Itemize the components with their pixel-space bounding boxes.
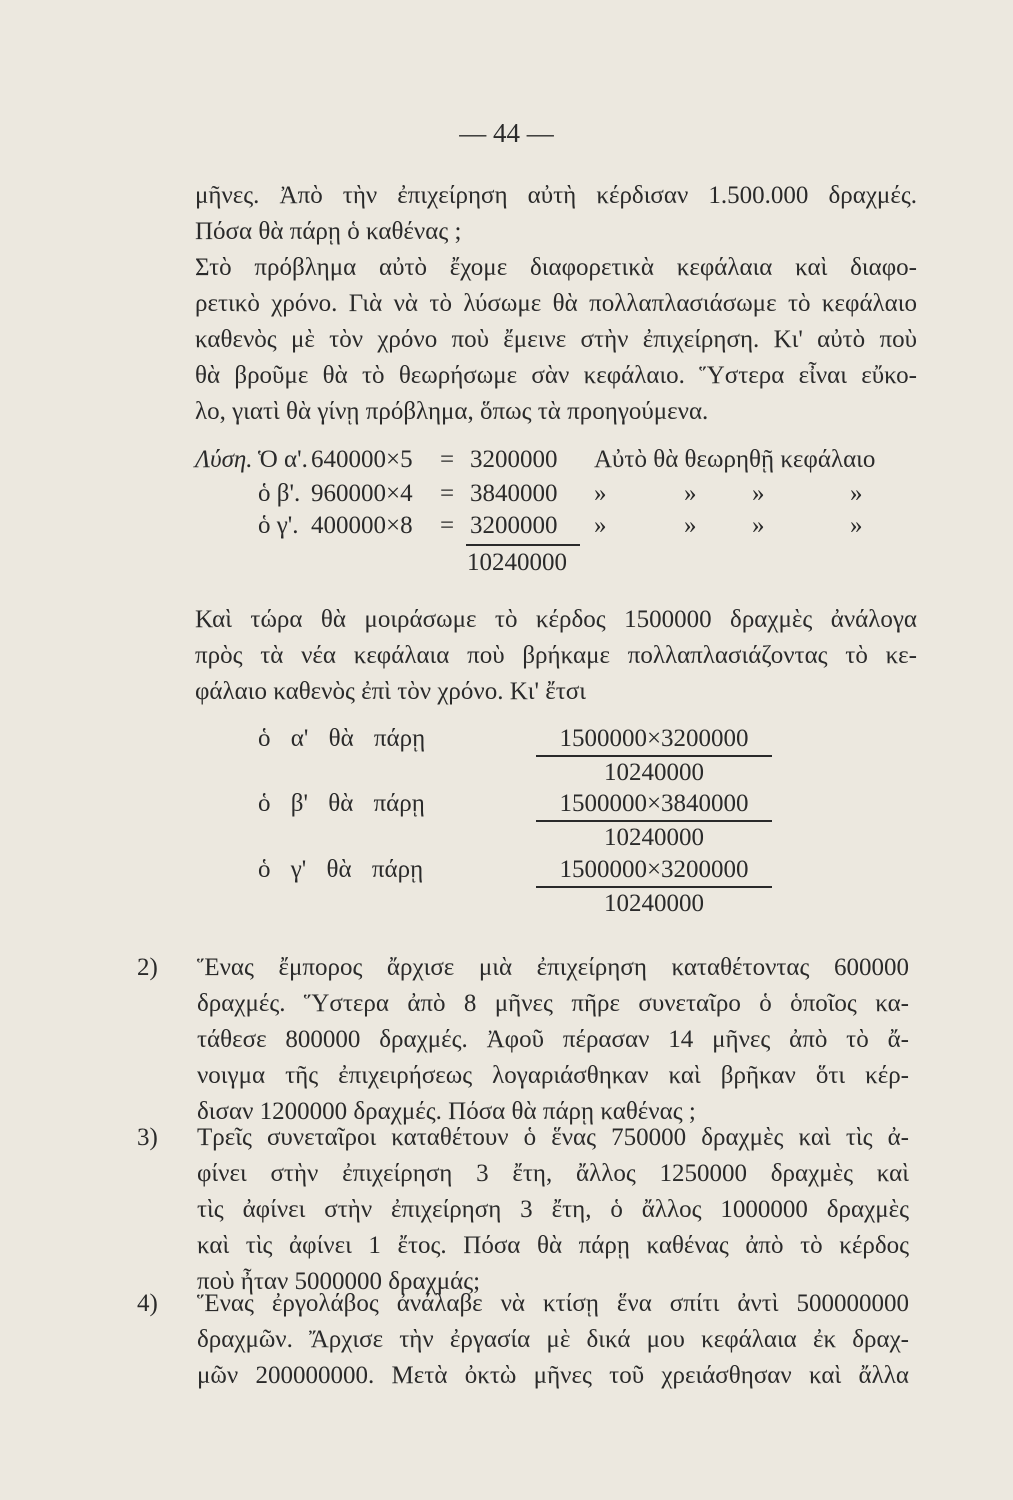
problem-number: 3) <box>137 1124 158 1151</box>
text-line: Καὶ τώρα θὰ μοιράσωμε τὸ κέρδος 1500000 δραχμὲς ἀνάλογα <box>195 606 917 633</box>
intro-paragraph <box>195 178 917 430</box>
text-line: μῆνες. Ἀπὸ τὴν ἐπιχείρηση αὐτὴ κέρδισαν 1.500.000 δραχμές. <box>195 182 917 209</box>
fraction-numerator: 1500000×3200000 <box>536 725 772 757</box>
solution-expression: 400000×8 <box>311 512 413 539</box>
solution-result: 3200000 <box>470 446 558 473</box>
solution-result: 3200000 <box>470 512 558 539</box>
text-line: Ἕνας ἔμπορος ἄρχισε μιὰ ἐπιχείρηση καταθέτοντας 600000 <box>197 954 909 981</box>
solution-who: Ὁ α'. <box>258 446 308 473</box>
ditto-mark: » <box>752 480 765 507</box>
solution-label: Λύση. <box>195 446 253 473</box>
solution-expression: 960000×4 <box>311 480 413 507</box>
ditto-mark: » <box>594 512 607 539</box>
fraction-denominator: 10240000 <box>604 890 704 917</box>
ditto-mark: » <box>684 512 697 539</box>
text-line: δισαν 1200000 δραχμές. Πόσα θὰ πάρῃ καθένας ; <box>197 1098 696 1125</box>
text-line: θὰ βροῦμε θὰ τὸ θεωρήσωμε σὰν κεφάλαιο. Ὕστερα εἶναι εὔκο- <box>195 362 917 389</box>
text-line: δραχμές. Ὕστερα ἀπὸ 8 μῆνες πῆρε συνεταῖρο ὁ ὁποῖος κα- <box>197 990 909 1017</box>
text-line: καὶ τὶς ἀφίνει 1 ἔτος. Πόσα θὰ πάρῃ καθένας ἀπὸ τὸ κέρδος <box>197 1232 909 1259</box>
fraction-denominator: 10240000 <box>604 759 704 786</box>
text-line: Τρεῖς συνεταῖροι καταθέτουν ὁ ἕνας 750000 δραχμὲς καὶ τὶς ἀ- <box>197 1124 909 1151</box>
solution-who: ὁ β'. <box>258 480 301 507</box>
solution-who: ὁ γ'. <box>258 512 299 539</box>
share-fraction <box>536 725 772 787</box>
text-line: ποὺ ἦταν 5000000 δραχμάς; <box>197 1268 481 1295</box>
share-paragraph <box>195 602 917 710</box>
page-number: — 44 — <box>459 118 554 148</box>
text-line: Στὸ πρόβλημα αὐτὸ ἔχομε διαφορετικὰ κεφάλαια καὶ διαφο- <box>195 254 917 281</box>
share-label: ὁ β' θὰ πάρῃ <box>258 790 425 817</box>
problem-text <box>197 950 909 1130</box>
text-line: ρετικὸ χρόνο. Γιὰ νὰ τὸ λύσωμε θὰ πολλαπλασιάσωμε τὸ κεφάλαιο <box>195 290 917 317</box>
ditto-mark: » <box>752 512 765 539</box>
share-fraction <box>536 856 772 918</box>
fraction-numerator: 1500000×3200000 <box>536 856 772 888</box>
problem-text <box>197 1286 909 1394</box>
text-line: τὶς ἀφίνει στὴν ἐπιχείρηση 3 ἔτη, ὁ ἄλλος 1000000 δραχμὲς <box>197 1196 909 1223</box>
text-line: Ἕνας ἐργολάβος ἀνάλαβε νὰ κτίσῃ ἕνα σπίτι ἀντὶ 500000000 <box>197 1290 909 1317</box>
text-line: Πόσα θὰ πάρῃ ὁ καθένας ; <box>195 218 462 245</box>
problem-number: 2) <box>137 954 158 981</box>
solution-expression: 640000×5 <box>311 446 413 473</box>
share-label: ὁ α' θὰ πάρῃ <box>258 725 426 752</box>
text-line: πρὸς τὰ νέα κεφάλαια ποὺ βρήκαμε πολλαπλασιάζοντας τὸ κε- <box>195 642 917 669</box>
ditto-mark: » <box>684 480 697 507</box>
share-fraction <box>536 790 772 852</box>
text-line: φάλαιο καθενὸς ἐπὶ τὸν χρόνο. Κι' ἔτσι <box>195 678 586 705</box>
share-label: ὁ γ' θὰ πάρῃ <box>258 856 424 883</box>
equals-sign: = <box>440 446 455 473</box>
text-line: καθενὸς μὲ τὸν χρόνο ποὺ ἔμεινε στὴν ἐπιχείρηση. Κι' αὐτὸ ποὺ <box>195 326 917 353</box>
fraction-numerator: 1500000×3840000 <box>536 790 772 822</box>
ditto-mark: » <box>594 480 607 507</box>
text-line: δραχμῶν. Ἄρχισε τὴν ἐργασία μὲ δικά μου κεφάλαια ἐκ δραχ- <box>197 1326 909 1353</box>
text-line: λο, γιατὶ θὰ γίνῃ πρόβλημα, ὅπως τὰ προηγούμενα. <box>195 398 709 425</box>
solution-result: 3840000 <box>470 480 558 507</box>
problem-number: 4) <box>137 1290 158 1317</box>
problem-text <box>197 1120 909 1300</box>
solution-total: 10240000 <box>467 549 567 576</box>
fraction-denominator: 10240000 <box>604 824 704 851</box>
text-line: τάθεσε 800000 δραχμές. Ἀφοῦ πέρασαν 14 μῆνες ἀπὸ τὸ ἄ- <box>197 1026 909 1053</box>
equals-sign: = <box>440 480 455 507</box>
sum-rule <box>466 544 580 546</box>
ditto-mark: » <box>850 480 863 507</box>
text-line: νοιγμα τῆς ἐπιχειρήσεως λογαριάσθηκαν καὶ βρῆκαν ὅτι κέρ- <box>197 1062 909 1089</box>
equals-sign: = <box>440 512 455 539</box>
text-line: φίνει στὴν ἐπιχείρηση 3 ἔτη, ἄλλος 1250000 δραχμὲς καὶ <box>197 1160 909 1187</box>
solution-note: Αὐτὸ θὰ θεωρηθῇ κεφάλαιο <box>594 446 876 473</box>
ditto-mark: » <box>850 512 863 539</box>
text-line: μῶν 200000000. Μετὰ ὀκτὼ μῆνες τοῦ χρειάσθησαν καὶ ἄλλα <box>197 1362 909 1389</box>
